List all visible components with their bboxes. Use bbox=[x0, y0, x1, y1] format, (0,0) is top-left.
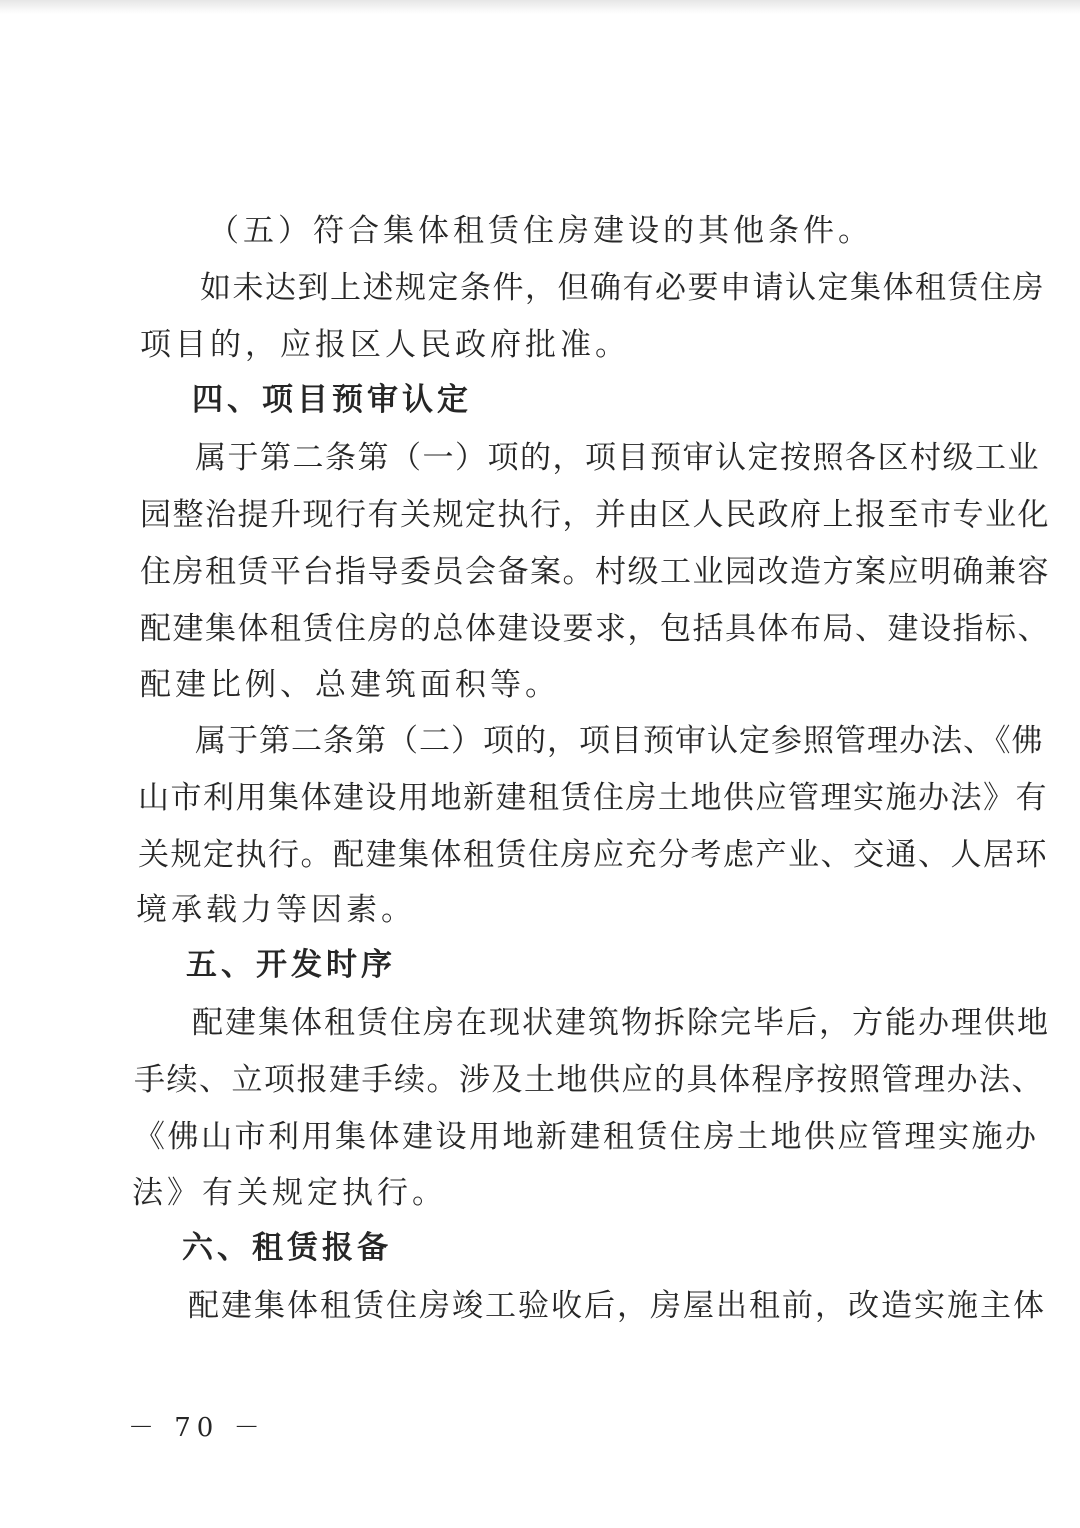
text-line: 属于第二条第（一）项的，项目预审认定按照各区村级工业 bbox=[195, 440, 1040, 476]
text-line: 手续、立项报建手续。涉及土地供应的具体程序按照管理办法、 bbox=[134, 1062, 1044, 1098]
text-line: （五）符合集体租赁住房建设的其他条件。 bbox=[208, 213, 873, 249]
text-line: 《佛山市利用集体建设用地新建租赁住房土地供应管理实施办 bbox=[134, 1119, 1039, 1155]
text-line: 属于第二条第（二）项的，项目预审认定参照管理办法、《佛 bbox=[195, 723, 1044, 759]
text-line: 法》有关规定执行。 bbox=[132, 1175, 447, 1211]
text-line: 配建集体租赁住房在现状建筑物拆除完毕后，方能办理供地 bbox=[192, 1005, 1050, 1041]
text-line: 配建集体租赁住房竣工验收后，房屋出租前，改造实施主体 bbox=[188, 1288, 1046, 1324]
text-line: 配建比例、总建筑面积等。 bbox=[140, 667, 560, 703]
text-line: 项目的，应报区人民政府批准。 bbox=[140, 327, 630, 363]
section-heading: 六、租赁报备 bbox=[182, 1230, 392, 1266]
text-line: 境承载力等因素。 bbox=[136, 892, 416, 928]
scan-top-edge bbox=[0, 0, 1080, 14]
text-line: 园整治提升现行有关规定执行，并由区人民政府上报至市专业化 bbox=[140, 497, 1050, 533]
text-line: 配建集体租赁住房的总体建设要求，包括具体布局、建设指标、 bbox=[140, 611, 1050, 647]
section-heading: 四、项目预审认定 bbox=[192, 382, 472, 418]
text-line: 山市利用集体建设用地新建租赁住房土地供应管理实施办法》有 bbox=[138, 780, 1048, 816]
page-number: － 70 － bbox=[128, 1413, 266, 1443]
text-line: 住房租赁平台指导委员会备案。村级工业园改造方案应明确兼容 bbox=[140, 554, 1050, 590]
text-line: 关规定执行。配建集体租赁住房应充分考虑产业、交通、人居环 bbox=[138, 837, 1048, 873]
section-heading: 五、开发时序 bbox=[186, 947, 396, 983]
text-line: 如未达到上述规定条件，但确有必要申请认定集体租赁住房 bbox=[200, 270, 1045, 306]
